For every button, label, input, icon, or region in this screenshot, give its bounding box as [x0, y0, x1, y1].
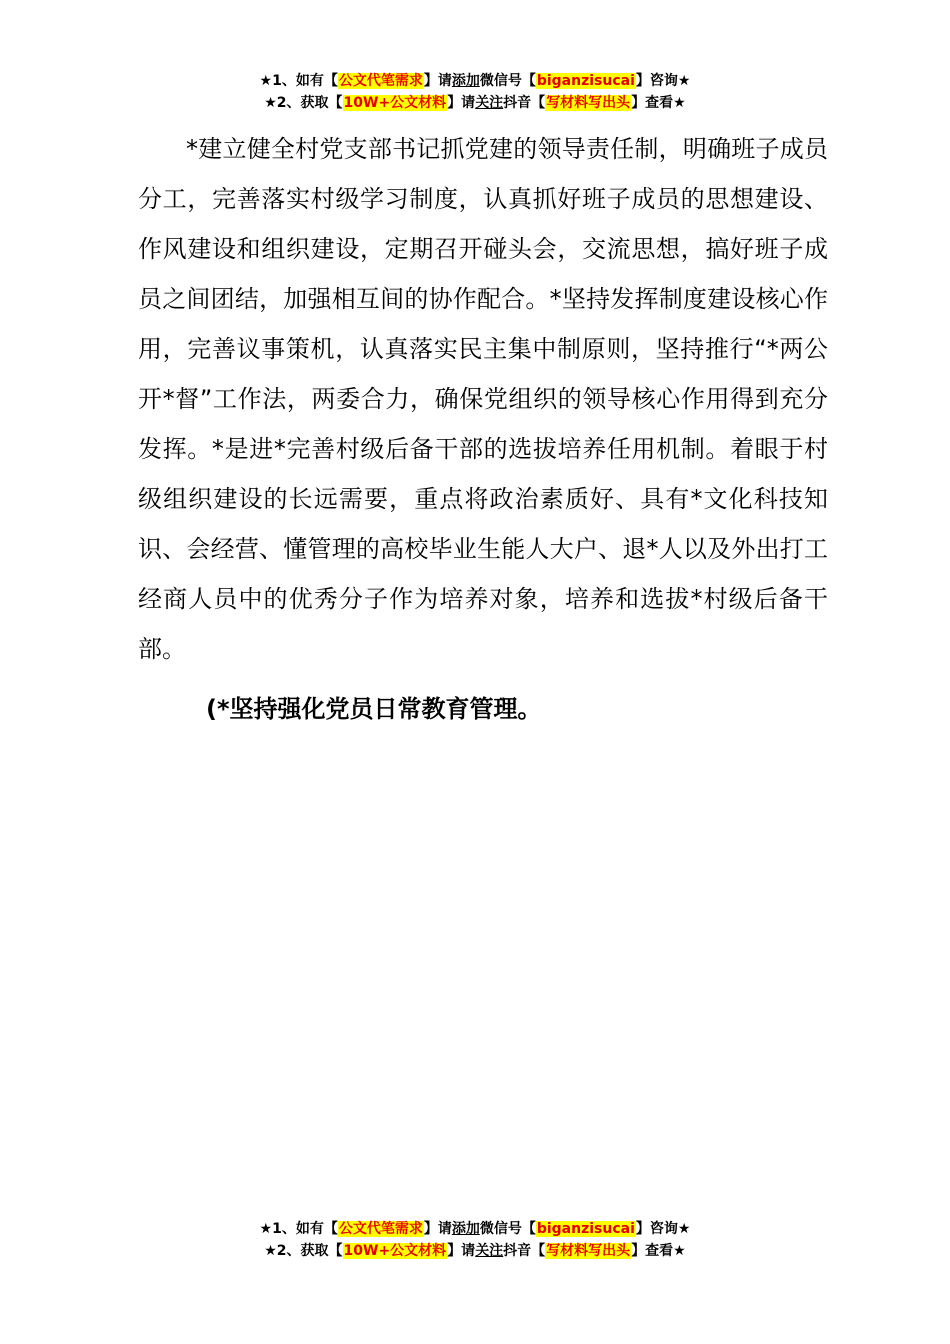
ad-highlight: biganzisucai: [536, 1221, 635, 1237]
body-paragraph: *建立健全村党支部书记抓党建的领导责任制，明确班子成员分工，完善落实村级学习制度，认真抓好班子成员的思想建设、作风建设和组织建设，定期召开碰头会，交流思想，搞好班子成员之间团结，加强相互间的协作配合。*坚持发挥制度建设核心作用，完善议事策机，认真落实民主集中制原则，坚持推行“*两公开*督”工作法，两委合力，确保党组织的领导核心作用得到充分发挥。*是进*完善村级后备干部的选拔培养任用机制。着眼于村级组织建设的长远需要，重点将政治素质好、具有*文化科技知识、会经营、懂管理的高校毕业生能人大户、退*人以及外出打工经商人员中的优秀分子作为培养对象，培养和选拔*村级后备干部。: [138, 135, 828, 663]
ad-underline: 关注: [475, 1243, 504, 1259]
ad-text: 】咨询★: [635, 1221, 691, 1237]
ad-line-1: [0, 1218, 950, 1240]
ad-highlight: 公文代笔需求: [338, 1221, 423, 1237]
ad-highlight: 写材料写出头: [546, 95, 631, 111]
ad-text: ★1、如有【: [259, 73, 338, 89]
ad-text: ★1、如有【: [259, 1221, 338, 1237]
section-heading: (*坚持强化党员日常教育管理。: [206, 695, 542, 723]
ad-line-2: [0, 92, 950, 114]
ad-underline: 添加: [451, 73, 480, 89]
ad-text: 抖音【: [503, 95, 546, 111]
ad-highlight: 10W+公文材料: [343, 95, 447, 111]
ad-underline: 关注: [475, 95, 504, 111]
footer-ad-banner: [0, 1218, 950, 1262]
ad-highlight: 10W+公文材料: [343, 1243, 447, 1259]
ad-underline: 添加: [451, 1221, 480, 1237]
ad-text: 】请: [447, 95, 476, 111]
ad-text: 】咨询★: [635, 73, 691, 89]
ad-text: 微信号【: [479, 73, 536, 89]
ad-text: 】查看★: [631, 1243, 686, 1259]
ad-highlight: 写材料写出头: [546, 1243, 631, 1259]
ad-text: 】请: [447, 1243, 476, 1259]
header-ad-banner: [0, 70, 950, 114]
ad-highlight: biganzisucai: [536, 73, 635, 89]
ad-text: ★2、获取【: [264, 95, 343, 111]
ad-text: 】请: [423, 1221, 452, 1237]
ad-line-1: [0, 70, 950, 92]
ad-text: 】请: [423, 73, 452, 89]
ad-text: ★2、获取【: [264, 1243, 343, 1259]
ad-text: 】查看★: [631, 95, 686, 111]
ad-text: 抖音【: [503, 1243, 546, 1259]
ad-text: 微信号【: [479, 1221, 536, 1237]
ad-line-2: [0, 1240, 950, 1262]
ad-highlight: 公文代笔需求: [338, 73, 423, 89]
